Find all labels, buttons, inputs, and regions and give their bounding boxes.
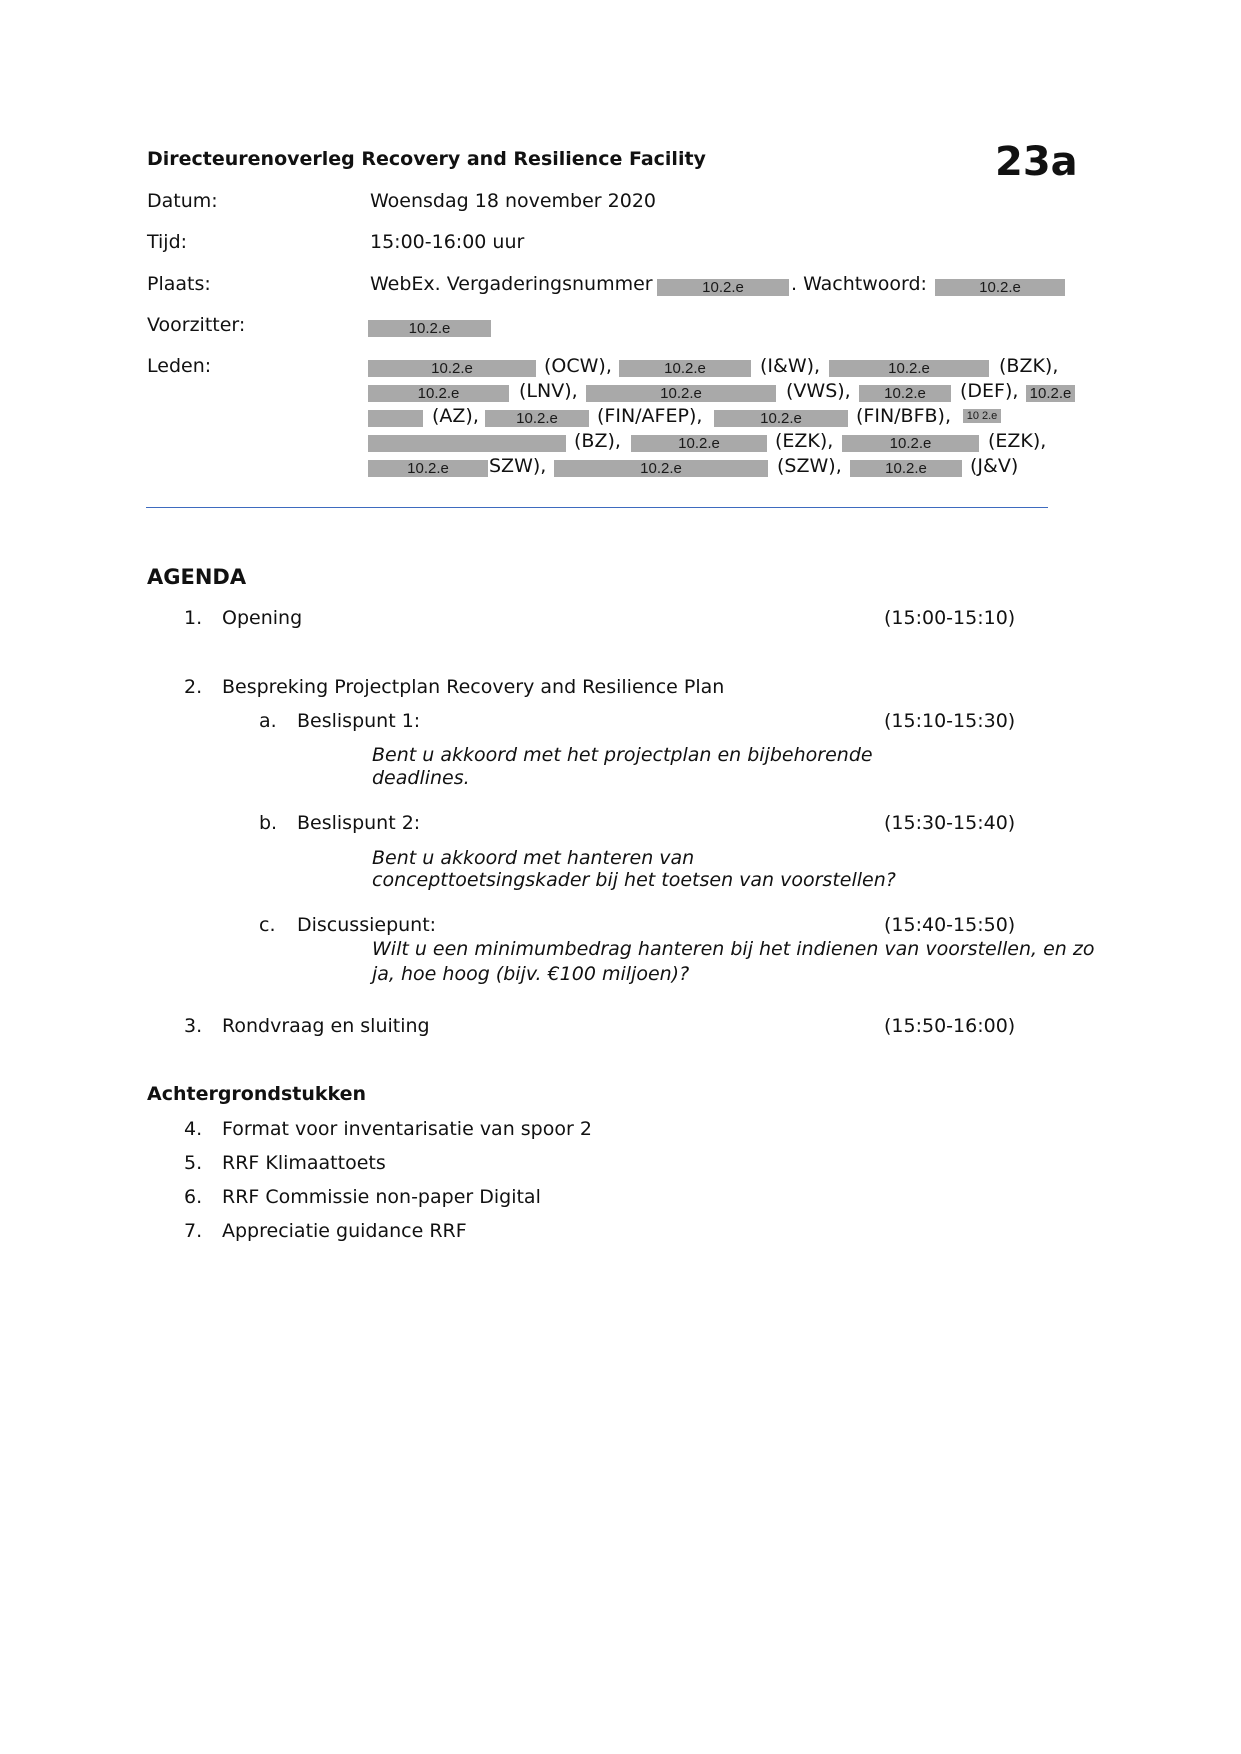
redaction-block: 10.2.e [859,385,951,402]
leden-org: (FIN/BFB), [856,405,952,427]
agenda-subitem-question: Wilt u een minimumbedrag hanteren bij het indienen van voorstellen, en zo [372,938,1095,960]
redaction-block [368,435,566,452]
agenda-item-number: 3. [184,1015,203,1037]
redaction-block: 10.2.e [619,360,751,377]
leden-org: (BZK), [999,355,1059,377]
redaction-block: 10.2.e [485,410,589,427]
redaction-block: 10.2.e [586,385,776,402]
background-heading: Achtergrondstukken [147,1083,367,1105]
leden-org: (EZK), [775,430,834,452]
agenda-subitem-title: Discussiepunt: [297,914,437,936]
agenda-item-number: 2. [184,676,203,698]
datum-label: Datum: [147,190,218,212]
agenda-subitem-question: concepttoetsingskader bij het toetsen van voorstellen? [372,869,896,891]
datum-value: Woensdag 18 november 2020 [370,190,657,212]
agenda-heading: AGENDA [147,565,247,589]
redaction-block: 10.2.e [368,320,491,337]
background-item-number: 4. [184,1118,203,1140]
agenda-subitem-question: deadlines. [372,767,470,789]
agenda-subitem-letter: c. [259,914,276,936]
agenda-item-title: Rondvraag en sluiting [222,1015,430,1037]
agenda-subitem-letter: b. [259,812,278,834]
leden-org: (VWS), [786,380,851,402]
agenda-subitem-question: Bent u akkoord met het projectplan en bijbehorende [372,744,873,766]
header-divider [146,507,1048,508]
background-item-number: 5. [184,1152,203,1174]
agenda-subitem-time: (15:40-15:50) [884,914,1016,936]
agenda-subitem-question: ja, hoe hoog (bijv. €100 miljoen)? [372,963,690,985]
document-title: Directeurenoverleg Recovery and Resilience Facility [147,148,706,170]
agenda-item-title: Bespreking Projectplan Recovery and Resilience Plan [222,676,725,698]
voorzitter-label: Voorzitter: [147,314,246,336]
redaction-block: 10.2.e [368,460,488,477]
tijd-label: Tijd: [147,231,188,253]
background-item-title: Appreciatie guidance RRF [222,1220,467,1242]
tijd-value: 15:00-16:00 uur [370,231,525,253]
redaction-block: 10.2.e [368,385,509,402]
plaats-prefix: WebEx. Vergaderingsnummer [370,273,653,295]
redaction-block: 10.2.e [850,460,962,477]
leden-org: (AZ), [432,405,479,427]
agenda-subitem-letter: a. [259,710,277,732]
leden-org: (DEF), [960,380,1019,402]
redaction-block: 10.2.e [842,435,979,452]
plaats-middle: . Wachtwoord: [791,273,927,295]
agenda-item-time: (15:50-16:00) [884,1015,1016,1037]
redaction-block [368,410,423,427]
agenda-item-time: (15:00-15:10) [884,607,1016,629]
background-item-title: RRF Klimaattoets [222,1152,386,1174]
agenda-subitem-time: (15:10-15:30) [884,710,1016,732]
leden-org: (I&W), [760,355,821,377]
redaction-block: 10.2.e [554,460,768,477]
leden-label: Leden: [147,355,212,377]
agenda-item-title: Opening [222,607,303,629]
agenda-subitem-question: Bent u akkoord met hanteren van [372,847,695,869]
leden-org: (LNV), [519,380,578,402]
redaction-block: 10.2.e [368,360,536,377]
agenda-subitem-title: Beslispunt 2: [297,812,421,834]
leden-org: SZW), [489,455,547,477]
agenda-subitem-time: (15:30-15:40) [884,812,1016,834]
background-item-title: RRF Commissie non-paper Digital [222,1186,541,1208]
background-item-number: 6. [184,1186,203,1208]
agenda-item-number: 1. [184,607,203,629]
redaction-block: 10.2.e [657,279,789,296]
agenda-subitem-title: Beslispunt 1: [297,710,421,732]
redaction-block: 10.2.e [714,410,848,427]
document-number: 23a [995,139,1078,185]
redaction-block: 10 2.e [963,409,1001,423]
leden-org: (OCW), [544,355,612,377]
background-item-number: 7. [184,1220,203,1242]
plaats-label: Plaats: [147,273,211,295]
leden-org: (FIN/AFEP), [597,405,703,427]
redaction-block: 10.2.e [631,435,767,452]
leden-org: (EZK), [988,430,1047,452]
leden-org: (SZW), [777,455,842,477]
redaction-block: 10.2.e [1026,385,1075,402]
leden-org: (J&V) [970,455,1019,477]
background-item-title: Format voor inventarisatie van spoor 2 [222,1118,592,1140]
redaction-block: 10.2.e [935,279,1065,296]
leden-org: (BZ), [574,430,621,452]
redaction-block: 10.2.e [829,360,989,377]
